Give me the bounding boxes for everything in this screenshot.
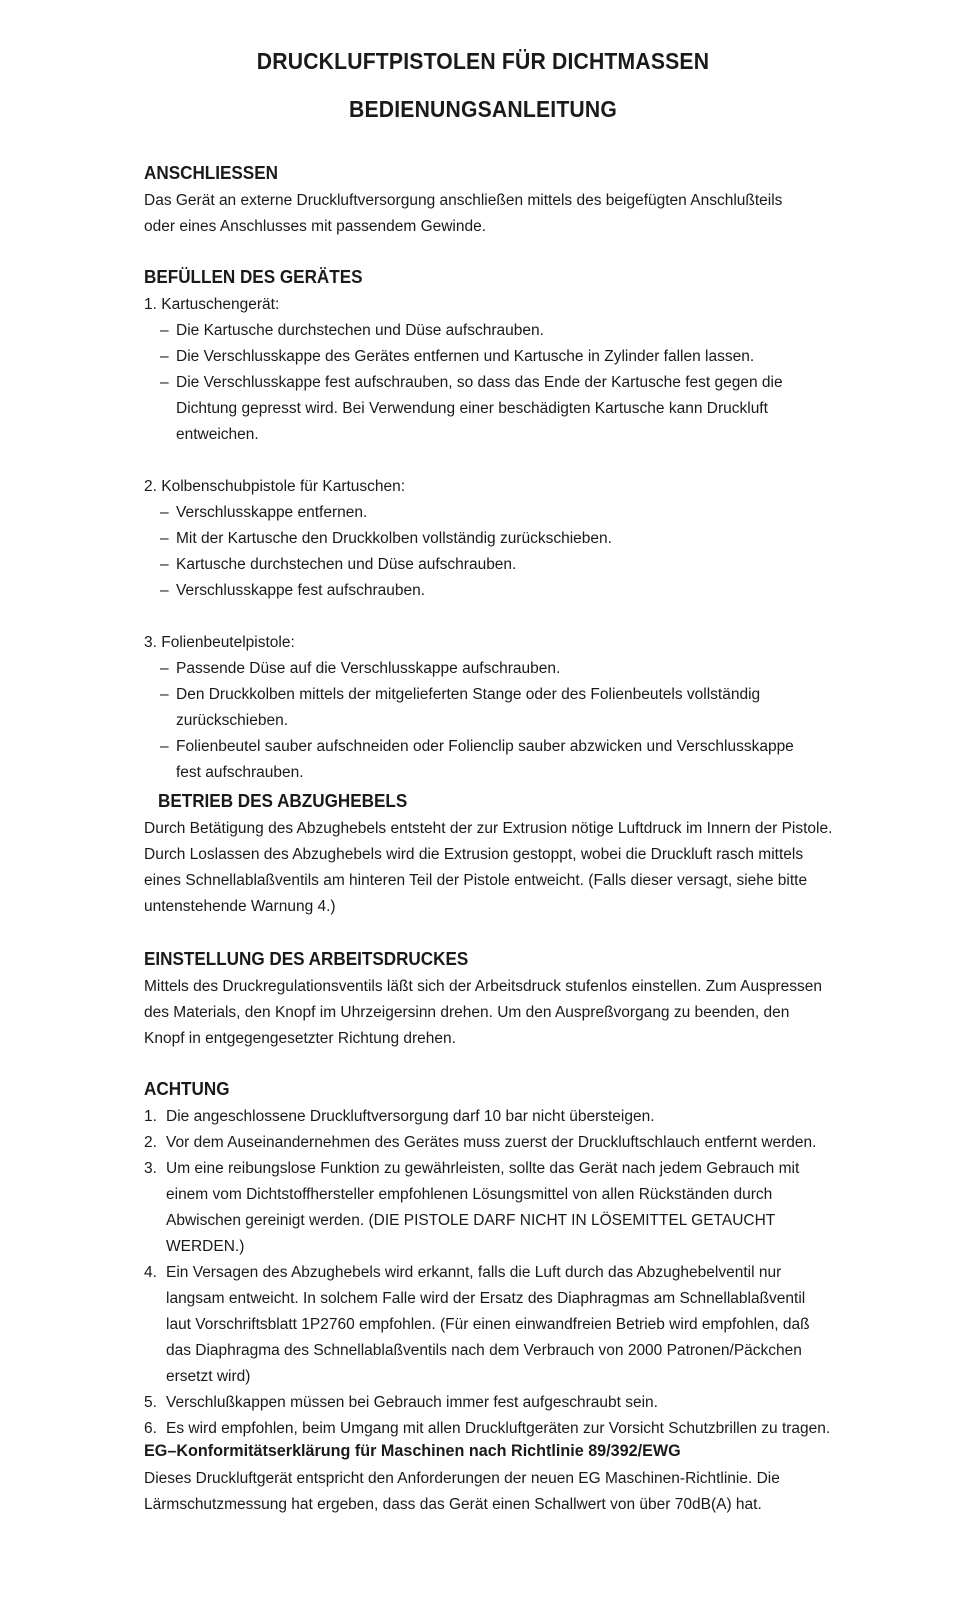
list-item: – Verschlusskappe fest aufschrauben. — [160, 578, 820, 604]
list-item — [144, 1390, 834, 1416]
item-text: Ein Versagen des Abzughebels wird erkannt, falls die Luft durch das Abzughebelventil nur langsam entweicht. In solchem Falle wird der Ersatz des Diaphragmas am Schnellablaßventil laut Vorschriftsblatt 1P2760 empfohlen. (Für einen einwandfreien Betrieb wird empfohlen, daß das Diaphragma des Schnellablaßventils nach dem Verbrauch von 2000 Patronen/Päckchen ersetzt wird) — [166, 1264, 810, 1385]
group-kartuschengeraet — [144, 292, 844, 448]
list-item — [144, 1416, 834, 1442]
section-heading: ACHTUNG — [144, 1079, 230, 1099]
document-title: DRUCKLUFTPISTOLEN FÜR DICHTMASSEN — [256, 48, 710, 74]
section-heading: ANSCHLIESSEN — [144, 163, 278, 183]
list-item: – Die Verschlusskappe fest aufschrauben, so dass das Ende der Kartusche fest gegen die Dichtung gepresst wird. Bei Verwendung einer beschädigten Kartusche kann Druckluft entweichen. — [160, 370, 820, 448]
list-item: – Den Druckkolben mittels der mitgelieferten Stange oder des Folienbeutels vollständig zurückschieben. — [160, 682, 800, 734]
section-heading: EINSTELLUNG DES ARBEITSDRUCKES — [144, 949, 469, 969]
item-number: 6. — [144, 1420, 157, 1437]
list-item: – Die Kartusche durchstechen und Düse aufschrauben. — [160, 318, 820, 344]
item-text: Um eine reibungslose Funktion zu gewährleisten, sollte das Gerät nach jedem Gebrauch mit einem vom Dichtstoffhersteller empfohlenen Lösungsmittel von allen Rückständen durch Abwischen gereinigt werden. (DIE PISTOLE DARF NICHT IN LÖSEMITTEL GETAUCHT WERDEN.) — [166, 1160, 800, 1255]
item-number: 5. — [144, 1394, 157, 1411]
section-betrieb — [144, 790, 844, 920]
section-text: Das Gerät an externe Druckluftversorgung anschließen mittels des beigefügten Anschlußteils oder eines Anschlusses mit passendem Gewinde. — [144, 192, 783, 235]
section-text: Mittels des Druckregulationsventils läßt sich der Arbeitsdruck stufenlos einstellen. Zum Auspressen des Materials, den Knopf im Uhrzeigersinn drehen. Um den Auspreßvorgang zu beenden, den Knopf in entgegengesetzter Richtung drehen. — [144, 978, 822, 1047]
list-item: – Kartusche durchstechen und Düse aufschrauben. — [160, 552, 820, 578]
section-heading: BEFÜLLEN DES GERÄTES — [144, 267, 363, 287]
item-number: 4. — [144, 1264, 157, 1281]
section-text: Dieses Druckluftgerät entspricht den Anforderungen der neuen EG Maschinen-Richtlinie. Die Lärmschutzmessung hat ergeben, dass das Gerät einen Schallwert von über 70dB(A) hat. — [144, 1470, 780, 1513]
item-number: 3. — [144, 1160, 157, 1177]
item-text: Verschlußkappen müssen bei Gebrauch immer fest aufgeschraubt sein. — [166, 1394, 658, 1411]
list-item — [144, 1130, 834, 1156]
group-folienbeutelpistole — [144, 630, 844, 786]
list-item: – Die Verschlusskappe des Gerätes entfernen und Kartusche in Zylinder fallen lassen. — [160, 344, 820, 370]
section-heading: EG–Konformitätserklärung für Maschinen nach Richtlinie 89/392/EWG — [144, 1441, 681, 1460]
list-item — [144, 1156, 834, 1260]
list-item: – Mit der Kartusche den Druckkolben vollständig zurückschieben. — [160, 526, 820, 552]
group-title: 1. Kartuschengerät: — [144, 296, 280, 313]
list-item: – Verschlusskappe entfernen. — [160, 500, 820, 526]
section-heading: BETRIEB DES ABZUGHEBELS — [158, 791, 408, 811]
group-title: 3. Folienbeutelpistole: — [144, 634, 295, 651]
item-text: Die angeschlossene Druckluftversorgung darf 10 bar nicht übersteigen. — [166, 1108, 655, 1125]
group-kolbenschubpistole — [144, 474, 844, 604]
list-item — [144, 1260, 834, 1390]
list-item: – Passende Düse auf die Verschlusskappe aufschrauben. — [160, 656, 800, 682]
item-number: 1. — [144, 1108, 157, 1125]
item-text: Es wird empfohlen, beim Umgang mit allen Druckluftgeräten zur Vorsicht Schutzbrillen zu tragen. — [166, 1420, 831, 1437]
section-befuellen — [144, 266, 844, 786]
section-einstellung — [144, 948, 844, 1052]
list-item — [144, 1104, 834, 1130]
item-number: 2. — [144, 1134, 157, 1151]
list-item: – Folienbeutel sauber aufschneiden oder Folienclip sauber abzwicken und Verschlusskappe fest aufschrauben. — [160, 734, 800, 786]
section-text: Durch Betätigung des Abzughebels entsteht der zur Extrusion nötige Luftdruck im Innern der Pistole. Durch Loslassen des Abzughebels wird die Extrusion gestoppt, wobei die Druckluft rasch mittels eines Schnellablaßventils am hinteren Teil der Pistole entweicht. (Falls dieser versagt, siehe bitte untenstehende Warnung 4.) — [144, 820, 833, 915]
document-subtitle: BEDIENUNGSANLEITUNG — [348, 96, 618, 122]
item-text: Vor dem Auseinandernehmen des Gerätes muss zuerst der Druckluftschlauch entfernt werden. — [166, 1134, 817, 1151]
section-anschliessen — [144, 162, 844, 240]
group-title: 2. Kolbenschubpistole für Kartuschen: — [144, 478, 406, 495]
section-achtung — [144, 1078, 844, 1442]
section-konformitaet — [144, 1440, 844, 1518]
